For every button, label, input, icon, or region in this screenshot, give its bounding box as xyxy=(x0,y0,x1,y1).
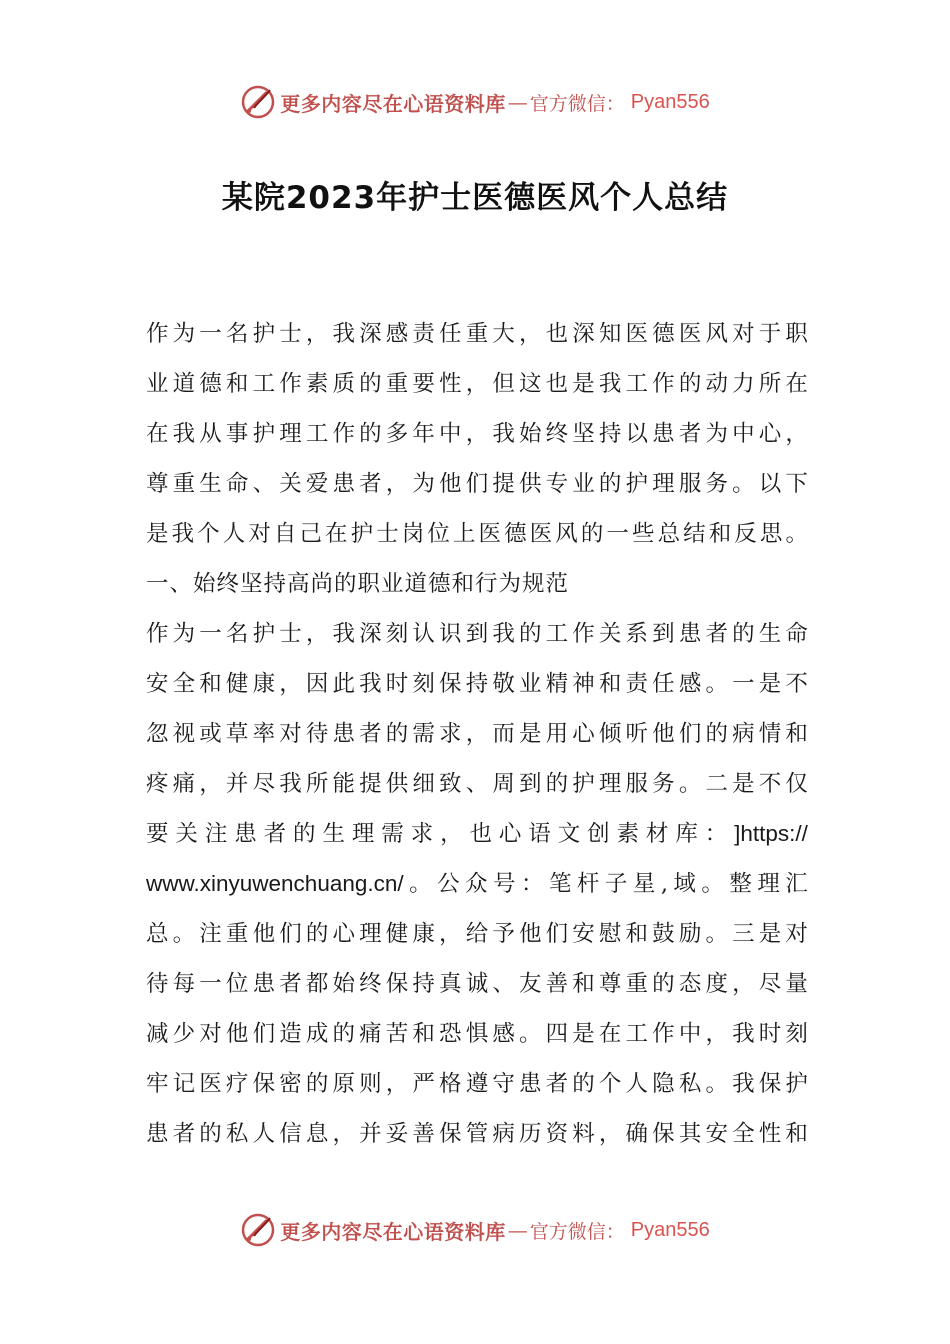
quill-logo-icon xyxy=(240,1212,276,1248)
body-line: 在 我 从 事 护 理 工 作 的 多 年 中 ， 我 始 终 坚 持 以 患 者 为 中 心 ， xyxy=(146,421,808,447)
banner-text: 更多内容尽在心语资料库 xyxy=(280,1219,506,1244)
body-line: 是 我 个 人 对 自 己 在 护 士 岗 位 上 医 德 医 风 的 一 些 总 结 和 反 思 。 xyxy=(146,521,808,547)
body-line: 要 关 注 患 者 的 生 理 需 求 ， 也 心 语 文 创 素 材 库 ： ]https:// xyxy=(146,821,808,847)
body-line: 疼 痛 ， 并 尽 我 所 能 提 供 细 致 、 周 到 的 护 理 服 务 。 二 是 不 仅 xyxy=(146,771,808,797)
document-body xyxy=(146,309,808,1159)
document-title: 某院2023年护士医德医风个人总结 xyxy=(221,180,729,216)
body-line: 作 为 一 名 护 士 ， 我 深 感 责 任 重 大 ， 也 深 知 医 德 医 风 对 于 职 xyxy=(146,321,808,347)
wechat-id: Pyan556 xyxy=(630,1218,710,1241)
wechat-label: 官方微信： xyxy=(529,1220,625,1243)
body-line: 一、始终坚持高尚的职业道德和行为规范 xyxy=(146,571,570,597)
wechat-id: Pyan556 xyxy=(630,90,710,113)
quill-logo-icon xyxy=(240,84,276,120)
body-line: 尊 重 生 命 、 关 爱 患 者 ， 为 他 们 提 供 专 业 的 护 理 服 务 。 以 下 xyxy=(146,471,808,497)
wechat-label: 官方微信： xyxy=(529,92,625,115)
body-line: 安 全 和 健 康 ， 因 此 我 时 刻 保 持 敬 业 精 神 和 责 任 感 。 一 是 不 xyxy=(146,671,808,697)
banner-dash: — xyxy=(507,1218,528,1242)
footer-banner xyxy=(0,1208,950,1252)
body-line: 牢 记 医 疗 保 密 的 原 则 ， 严 格 遵 守 患 者 的 个 人 隐 私 。 我 保 护 xyxy=(146,1071,808,1097)
body-line: 患 者 的 私 人 信 息 ， 并 妥 善 保 管 病 历 资 料 ， 确 保 其 安 全 性 和 xyxy=(146,1121,808,1147)
body-line: 作 为 一 名 护 士 ， 我 深 刻 认 识 到 我 的 工 作 关 系 到 患 者 的 生 命 xyxy=(146,621,808,647)
body-line: 待 每 一 位 患 者 都 始 终 保 持 真 诚 、 友 善 和 尊 重 的 态 度 ， 尽 量 xyxy=(146,971,808,997)
body-line: 减 少 对 他 们 造 成 的 痛 苦 和 恐 惧 感 。 四 是 在 工 作 中 ， 我 时 刻 xyxy=(146,1021,808,1047)
body-line: www.xinyuwenchuang.cn/ 。 公 众 号 ： 笔 杆 子 星 , 域 。 整 理 汇 xyxy=(146,871,808,897)
body-line: 忽 视 或 草 率 对 待 患 者 的 需 求 ， 而 是 用 心 倾 听 他 们 的 病 情 和 xyxy=(146,721,808,747)
body-line: 业 道 德 和 工 作 素 质 的 重 要 性 ， 但 这 也 是 我 工 作 的 动 力 所 在 xyxy=(146,371,808,397)
banner-text: 更多内容尽在心语资料库 xyxy=(280,91,506,116)
header-banner xyxy=(0,80,950,124)
body-line: 总 。 注 重 他 们 的 心 理 健 康 ， 给 予 他 们 安 慰 和 鼓 励 。 三 是 对 xyxy=(146,921,808,947)
banner-dash: — xyxy=(507,90,528,114)
